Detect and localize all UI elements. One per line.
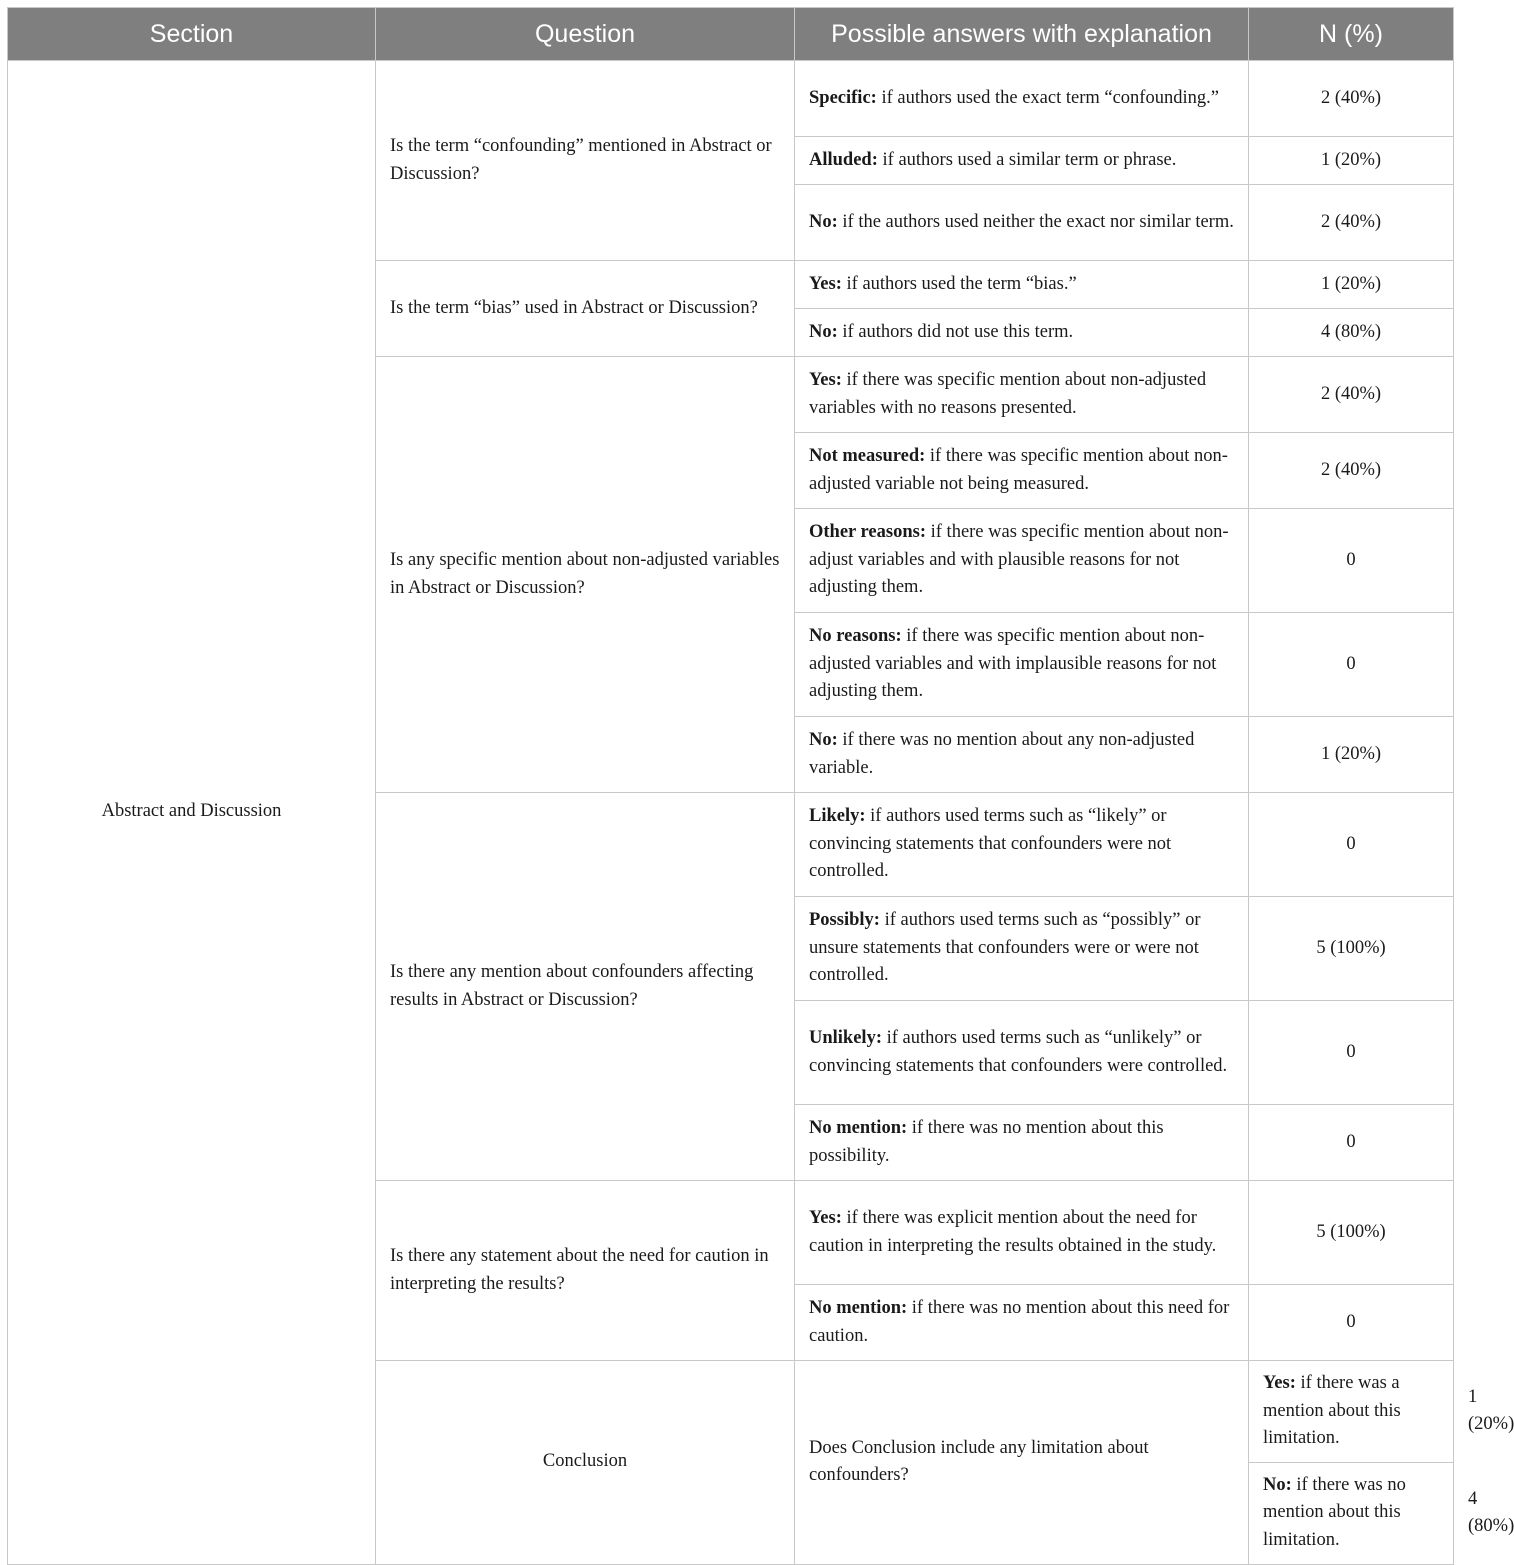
question-cell: Is the term “bias” used in Abstract or Discussion?: [376, 261, 795, 357]
answer-explanation: if there was specific mention about non-adjust variables and with plausible reasons for not adjusting them.: [809, 522, 1229, 598]
answer-label: Other reasons:: [809, 522, 926, 543]
answer-explanation: if there was no mention about this possibility.: [809, 1117, 1164, 1166]
answer-explanation: if authors did not use this term.: [837, 321, 1074, 342]
n-percent-cell: 2 (40%): [1249, 61, 1454, 137]
n-percent-cell: 1 (20%): [1249, 261, 1454, 309]
answer-explanation: if authors used the exact term “confounding.”: [876, 87, 1219, 108]
answer-explanation: if there was specific mention about non-adjusted variables and with implausible reasons for not adjusting them.: [809, 626, 1217, 702]
answer-label: Possibly:: [809, 910, 880, 931]
n-percent-cell: 0: [1249, 793, 1454, 897]
answer-label: Alluded:: [809, 149, 878, 170]
n-percent-cell: 0: [1249, 1001, 1454, 1105]
header-n-percent: N (%): [1249, 8, 1454, 61]
n-percent-cell: 0: [1249, 1285, 1454, 1361]
answer-label: No reasons:: [809, 626, 902, 647]
section-cell: Abstract and Discussion: [8, 61, 376, 1565]
answer-cell: [795, 1001, 1249, 1105]
n-percent-cell: 0: [1249, 1105, 1454, 1181]
n-percent-cell: 0: [1249, 613, 1454, 717]
table-row: No: if there was no mention about this limitation. 4 (80%): [8, 1462, 1454, 1564]
answer-cell: [795, 309, 1249, 357]
results-table: [7, 7, 1514, 1565]
answer-explanation: if there was explicit mention about the need for caution in interpreting the results obtained in the study.: [809, 1207, 1217, 1256]
answer-cell: [795, 433, 1249, 509]
answer-label: No:: [809, 321, 838, 342]
question-cell: Does Conclusion include any limitation about confounders?: [795, 1361, 1249, 1565]
question-cell: Is there any statement about the need for caution in interpreting the results?: [376, 1181, 795, 1361]
answer-cell: [795, 897, 1249, 1001]
header-row: [8, 8, 1454, 61]
answer-label: Yes:: [809, 369, 842, 390]
answer-label: Unlikely:: [809, 1027, 882, 1048]
n-percent-cell: 2 (40%): [1249, 357, 1454, 433]
answer-explanation: if there was specific mention about non-adjusted variable not being measured.: [809, 445, 1228, 494]
answer-cell: [795, 1181, 1249, 1285]
question-cell: Is the term “confounding” mentioned in Abstract or Discussion?: [376, 61, 795, 261]
answer-label: No:: [1263, 1474, 1292, 1495]
answer-explanation: if authors used a similar term or phrase.: [877, 149, 1177, 170]
answer-cell: [795, 509, 1249, 613]
answer-explanation: if there was no mention about this need for caution.: [809, 1297, 1230, 1346]
answer-cell: [795, 261, 1249, 309]
answer-cell: [795, 793, 1249, 897]
n-percent-cell: 4 (80%): [1249, 309, 1454, 357]
answer-cell: [795, 1105, 1249, 1181]
question-cell: Is any specific mention about non-adjusted variables in Abstract or Discussion?: [376, 357, 795, 793]
answer-cell: [795, 357, 1249, 433]
answer-explanation: if there was a mention about this limitation.: [1263, 1373, 1401, 1449]
n-percent-cell: 0: [1249, 509, 1454, 613]
answer-explanation: if authors used the term “bias.”: [841, 273, 1077, 294]
answer-explanation: if there was no mention about any non-adjusted variable.: [809, 729, 1195, 778]
answer-explanation: if the authors used neither the exact nor similar term.: [837, 211, 1234, 232]
table-row: [8, 61, 1454, 137]
table-row: Conclusion Does Conclusion include any limitation about confounders? Yes: if there was a mention about this limitation. 1 (20%): [8, 1361, 1454, 1463]
answer-label: Not measured:: [809, 445, 926, 466]
header-section: Section: [8, 8, 376, 61]
answer-cell: [795, 717, 1249, 793]
answer-explanation: if authors used terms such as “likely” or convincing statements that confounders were not controlled.: [809, 806, 1172, 882]
answer-cell: [795, 1285, 1249, 1361]
answer-label: No mention:: [809, 1297, 908, 1318]
answer-cell: [1249, 1462, 1454, 1564]
answer-cell: [795, 185, 1249, 261]
answer-cell: [1249, 1361, 1454, 1463]
answer-label: No:: [809, 211, 838, 232]
answer-cell: [795, 137, 1249, 185]
answer-explanation: if authors used terms such as “possibly” or unsure statements that confounders were or were not controlled.: [809, 910, 1201, 986]
answer-label: Yes:: [809, 1207, 842, 1228]
answer-explanation: if authors used terms such as “unlikely” or convincing statements that confounders were controlled.: [809, 1027, 1228, 1076]
answer-explanation: if there was no mention about this limitation.: [1263, 1474, 1406, 1550]
n-percent-cell: 1 (20%): [1249, 717, 1454, 793]
answer-label: Likely:: [809, 806, 866, 827]
section-cell: Conclusion: [376, 1361, 795, 1565]
header-answers: Possible answers with explanation: [795, 8, 1249, 61]
question-cell: Is there any mention about confounders affecting results in Abstract or Discussion?: [376, 793, 795, 1181]
n-percent-cell: 5 (100%): [1249, 897, 1454, 1001]
n-percent-cell: 1 (20%): [1249, 137, 1454, 185]
answer-cell: [795, 613, 1249, 717]
answer-explanation: if there was specific mention about non-adjusted variables with no reasons presented.: [809, 369, 1207, 418]
answer-cell: [795, 61, 1249, 137]
answer-label: Specific:: [809, 87, 877, 108]
header-question: Question: [376, 8, 795, 61]
n-percent-cell: 2 (40%): [1249, 185, 1454, 261]
answer-label: No mention:: [809, 1117, 908, 1138]
n-percent-cell: 2 (40%): [1249, 433, 1454, 509]
answer-label: Yes:: [1263, 1373, 1296, 1393]
n-percent-cell: 5 (100%): [1249, 1181, 1454, 1285]
answer-label: No:: [809, 729, 838, 750]
answer-label: Yes:: [809, 273, 842, 294]
